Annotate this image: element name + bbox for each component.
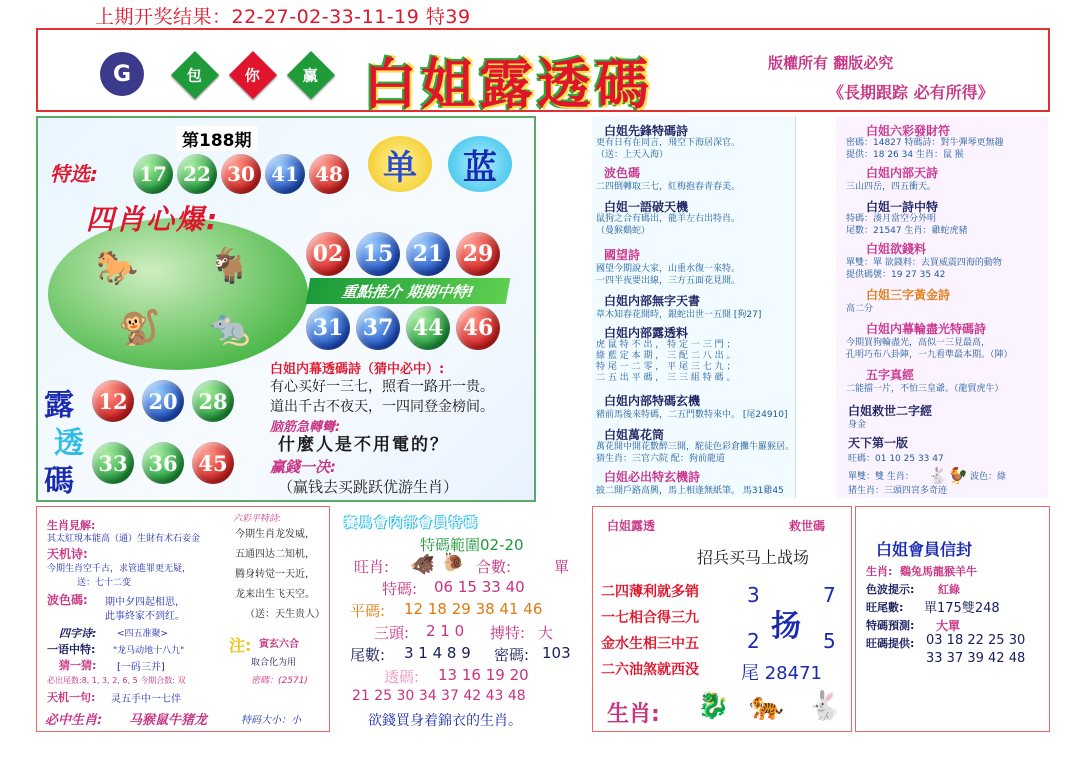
section-text: 國望今期說大家，山重水復一來特。 <box>596 264 741 274</box>
jiushi-line: 二六油煞就西没 <box>601 662 699 678</box>
section-title: 白姐救世二字經 <box>848 404 933 418</box>
tip-text: [一码三并] <box>117 662 165 673</box>
tuijie-banner: 重點推介 期期中特! <box>306 278 511 304</box>
tip-text: "龙马动地十八九" <box>113 646 185 656</box>
jiushi-digit: 3 <box>747 583 760 607</box>
section-title: 白姐内部露透料 <box>604 326 689 340</box>
range: 特碼範圍02-20 <box>420 536 524 554</box>
section-text: 一四半夜要出線，三方五面花見開。 <box>596 276 741 286</box>
rat-icon: 🐀 <box>208 308 251 348</box>
section-text: 今期買狗輪盡光，高似一三見最高， <box>846 338 991 348</box>
tip-label: 四字诗: <box>59 627 97 640</box>
sixiao-ball: 21 <box>406 232 450 276</box>
tip-text: 灵五手中一七伴 <box>111 694 181 705</box>
tip-label: 猜一猜: <box>59 659 97 672</box>
center-char: 扬 <box>771 609 801 644</box>
tebie-label: 特选: <box>50 162 98 186</box>
lutou-title: 白姐露透 <box>607 519 656 533</box>
section-text: 密碼：14827 特碼詩：對牛彈琴更無趣 <box>846 138 1004 148</box>
lu-ball: 28 <box>192 380 234 422</box>
rabbit-icon: 🐇 <box>807 689 842 722</box>
header-banner <box>36 28 1050 116</box>
section-title: 白姐一詩中特 <box>866 200 939 214</box>
tiger-icon: 🐅 <box>749 689 784 722</box>
section-title: 白姐内幕輪盡光特碼詩 <box>866 322 987 336</box>
diamond-bao: 包 <box>171 51 219 99</box>
number-line: 21 25 30 34 37 42 43 48 <box>352 688 526 704</box>
must-text: 马猴鼠牛猪龙 <box>129 713 208 728</box>
tip-label: 天机一句: <box>47 691 96 704</box>
section-title: 白姐内部無字天書 <box>604 294 701 308</box>
envelope-panel <box>855 506 1050 732</box>
logo: G <box>100 52 144 96</box>
env-label: 特碼預測: <box>866 619 915 632</box>
tip-text: 此事終家不到红。 <box>105 611 185 622</box>
dragon-icon: 🐉 <box>697 691 730 721</box>
six-title: 六彩平特詩: <box>233 514 282 524</box>
section-text: 萬花開中開花數醉三開，駝徒色彩倉攤牛羅猴居。 <box>596 442 795 452</box>
section-text: 孔明巧布八卦陣，一九看準最本期。（陣） <box>846 350 1013 360</box>
animal-ellipse <box>48 218 308 370</box>
section-text: 身金 <box>848 420 867 430</box>
section-title: 白姐一語破天機 <box>604 200 689 214</box>
section-text: 旺碼：01 10 25 33 47 <box>848 454 944 464</box>
wei-value: 3 1 4 8 9 <box>404 644 471 662</box>
section-text: 提供碼號：19 27 35 42 <box>846 270 946 280</box>
tebie-ball: 22 <box>177 154 217 194</box>
section-text: 虎 鼠 特 不 出 ， 特 定 一 三 門 ； <box>596 340 736 350</box>
env-text: 單175雙248 <box>924 601 1000 616</box>
section-text: 特 尾 一 二 零 ， 平 尾 三 七 九 ； <box>596 362 736 372</box>
section-text: （曼猴鷄蛇） <box>596 226 651 236</box>
san-label: 三頭: <box>374 624 410 642</box>
ping-value: 12 18 29 38 41 46 <box>404 600 543 618</box>
member-panel <box>334 506 592 732</box>
tip-label: 生肖見解: <box>47 519 96 532</box>
sixiao-ball: 44 <box>406 306 450 350</box>
tip-label: 天机诗: <box>47 547 88 561</box>
main-panel <box>36 116 536 502</box>
section-text: 單雙：雙 生肖： <box>848 472 914 482</box>
tou-label: 透碼: <box>384 668 420 686</box>
san-value: 2 1 0 <box>426 622 465 640</box>
wei-label: 尾數: <box>350 646 386 664</box>
lan-badge: 蓝 <box>448 136 512 192</box>
section-text: 猪生肖：三頭四宮多奇迹 <box>848 486 948 496</box>
tail-number: 尾 28471 <box>741 663 822 684</box>
lu-ball: 20 <box>142 380 184 422</box>
tip-label: 波色碼: <box>47 593 88 607</box>
jiushi-digit: 5 <box>823 629 836 653</box>
section-text: 猜生肖：三官六院 配：狗前龍道 <box>596 454 725 464</box>
section-title: 白姐欲錢料 <box>866 242 927 256</box>
bo-value: 大 <box>538 624 554 642</box>
section-text: 特碼：湊月當空分外明 <box>846 214 937 224</box>
mi-value: 103 <box>542 644 571 662</box>
section-title: 國望詩 <box>604 248 641 262</box>
te-value: 06 15 33 40 <box>434 578 525 596</box>
tebie-ball: 30 <box>221 154 261 194</box>
env-text: 03 18 22 25 30 <box>926 633 1026 648</box>
env-text: 33 37 39 42 48 <box>926 651 1026 666</box>
note-line: 取合化为用 <box>251 658 297 668</box>
section-text: 二能擋一片，不怕三皇爺。（龍貿虎牛） <box>846 384 1004 394</box>
section-text: 三山四岳，四五衝天。 <box>846 182 937 192</box>
ma-char: 碼 <box>44 464 74 499</box>
horse-icon: 🐎 <box>96 248 139 288</box>
dan-badge: 单 <box>368 136 432 192</box>
riddle: 什麼人是不用電的？ <box>278 435 449 455</box>
headline: 招兵买马上战场 <box>697 548 810 567</box>
diamond-ni: 你 <box>229 51 277 99</box>
jiushi-title: 救世碼 <box>789 519 826 533</box>
lu-char: 露 <box>44 388 74 423</box>
note-label: 注: <box>229 636 252 655</box>
tou-char: 透 <box>54 426 84 461</box>
tips-panel <box>36 506 330 732</box>
poem-title: 白姐内幕透碼詩（猜中必中）: <box>270 362 445 377</box>
jiushi-digit: 7 <box>823 583 836 607</box>
section-title: 白姐六彩發財符 <box>866 124 951 138</box>
tip-text: 期中夕四起相思， <box>105 597 185 608</box>
section-text: （送：上天入海） <box>596 150 669 160</box>
tip-text: 其太紅現本能高（通）生財有术石妾金 <box>47 534 201 544</box>
sixiao-ball: 02 <box>306 232 350 276</box>
section-text: 鼠狗之合有碼出，龍羊左右出特肖。 <box>596 214 741 224</box>
issue-number: 第188期 <box>176 126 258 151</box>
lu-ball: 33 <box>92 442 134 484</box>
section-text: 二四倒轉取三七，紅梅抱春青春美。 <box>596 182 741 192</box>
mi-label: 密碼: <box>494 646 530 664</box>
jiushi-panel <box>592 506 852 732</box>
section-text: 高二分 <box>846 304 874 314</box>
lu-ball: 12 <box>92 380 134 422</box>
diamond-row <box>178 58 328 92</box>
six-line: 腾身转觉一天近， <box>235 569 315 580</box>
te-label: 特碼: <box>382 580 418 598</box>
bo-label: 搏特: <box>490 624 526 642</box>
env-label: 旺碼提供: <box>866 637 915 650</box>
ping-label: 平碼: <box>350 602 386 620</box>
sixiao-title: 四肖心爆: <box>86 203 220 236</box>
section-text: 尾數：21547 生肖：雞蛇虎豬 <box>846 226 968 236</box>
section-title: 白姐内部特碼玄機 <box>604 394 701 408</box>
right-column <box>836 116 1048 498</box>
six-line: 龙来出生飞天空。 <box>235 589 315 600</box>
jiushi-line: 一七相合得三九 <box>601 610 699 626</box>
section-title: 白姐三字黃金詩 <box>866 288 951 302</box>
win-answer: （赢钱去买跳跃优游生肖） <box>278 478 459 496</box>
sixiao-ball: 37 <box>356 306 400 350</box>
section-title: 天下第一版 <box>848 436 909 450</box>
jiushi-digit: 2 <box>747 629 760 653</box>
boar-icon: 🐗 <box>410 552 435 576</box>
tebie-ball: 48 <box>309 154 349 194</box>
sx-label: 生肖: <box>607 702 660 727</box>
snail-icon: 🐌 <box>442 552 465 573</box>
tebie-ball: 41 <box>265 154 305 194</box>
env-label: 色波提示: <box>866 583 915 596</box>
section-text: 綠 藍 定 本 期 ， 三 配 二 八 出 。 <box>596 351 736 361</box>
jiushi-line: 金水生相三中五 <box>601 636 699 652</box>
slogan: 《長期跟踪 必有所得》 <box>828 83 994 102</box>
he-label: 合數: <box>476 558 512 576</box>
copyright: 版權所有 翻版必究 <box>768 54 894 72</box>
goat-icon: 🐐 <box>208 246 251 286</box>
section-title: 白姐内部天詩 <box>866 166 939 180</box>
rooster-icon: 🐓 <box>948 466 968 485</box>
member-title: 賽馬會内部會員特碼 <box>344 516 480 531</box>
lu-ball: 45 <box>192 442 234 484</box>
sixiao-ball: 46 <box>456 306 500 350</box>
tip-text: 送：七十二变 <box>77 578 132 588</box>
env-text: 大單 <box>936 619 961 633</box>
section-title: 白姐必出特玄機詩 <box>604 470 701 484</box>
size-text: 特码大小：小 <box>241 715 301 726</box>
section-title: 波色碼 <box>604 166 641 180</box>
tip-label: 一语中特: <box>47 643 96 656</box>
section-text: 豬前馬後來特碼，二五門數特來中。 [尾24910] <box>596 410 788 420</box>
rabbit-icon: 🐇 <box>928 466 948 485</box>
wang-label: 旺肖: <box>354 558 390 576</box>
lu-ball: 36 <box>142 442 184 484</box>
section-text: 披二開戶路高興，馬上相逢無紙筆。 馬31雞45 <box>596 486 784 496</box>
section-text: 草木知春花開時，銀蛇出世一五開 [狗27] <box>596 310 762 320</box>
note-line: 密碼：(2571) <box>251 676 308 686</box>
win-title: 赢錢一决: <box>270 458 336 476</box>
mid-column <box>592 116 796 498</box>
diamond-ying: 赢 <box>287 51 335 99</box>
six-line: 五通四达二知机， <box>235 549 315 560</box>
section-title: 白姐先鋒特碼詩 <box>604 124 689 138</box>
jiushi-line: 二四薄利就多销 <box>601 584 699 600</box>
section-text: 更有日有在同言，飛空下海居深官。 <box>596 138 741 148</box>
page-title: 白姐露透碼 <box>363 53 653 116</box>
note-line: 寅玄六合 <box>259 639 299 650</box>
wave-label: 波色：綠 <box>970 472 1007 482</box>
tip-text: <四五准聚> <box>117 629 169 639</box>
tebie-ball: 17 <box>133 154 173 194</box>
sixiao-ball: 29 <box>456 232 500 276</box>
sixiao-ball: 15 <box>356 232 400 276</box>
six-line: （送：天生贵人） <box>245 609 325 620</box>
env-text: 紅綠 <box>938 583 960 596</box>
he-value: 單 <box>554 558 570 576</box>
envelope-title: 白姐會員信封 <box>876 540 973 559</box>
six-line: 今期生肖龙发威， <box>235 529 315 540</box>
sixiao-ball: 31 <box>306 306 350 350</box>
section-text: 提供：18 26 34 生肖：鼠 猴 <box>846 150 964 160</box>
must-label: 必中生肖: <box>45 713 103 728</box>
monkey-icon: 🐒 <box>118 308 161 348</box>
last-result: 上期开奖结果：22-27-02-33-11-19 特39 <box>95 6 471 28</box>
section-text: 單雙：單 欲錢料：去買威震四海的動物 <box>846 258 1002 268</box>
poem-line: 有心买好一三七，照看一路开一贵。 <box>270 379 494 395</box>
member-footer: 欲錢買身着錦衣的生肖。 <box>368 713 522 729</box>
tip-text: 今期生肖空千古，求管進罪更无疑， <box>47 564 192 574</box>
section-title: 白姐萬花筒 <box>604 428 665 442</box>
tou-value: 13 16 19 20 <box>438 666 529 684</box>
riddle-title: 脑筋急轉彎: <box>270 420 341 435</box>
poem-line: 道出千古不夜天，一四同登金榜间。 <box>270 399 494 415</box>
env-text: 鷄兔馬龍猴羊牛 <box>900 565 977 578</box>
section-title: 五字真經 <box>866 368 915 382</box>
section-text: 二 五 出 平 碼 ， 三 三 組 特 碼 。 <box>596 373 736 383</box>
env-label: 生肖: <box>866 565 893 578</box>
env-label: 旺尾數: <box>866 601 904 614</box>
tip-text: 必出尾数:8, 1, 3, 2, 6, 5 今期合数: 双 <box>47 676 186 685</box>
